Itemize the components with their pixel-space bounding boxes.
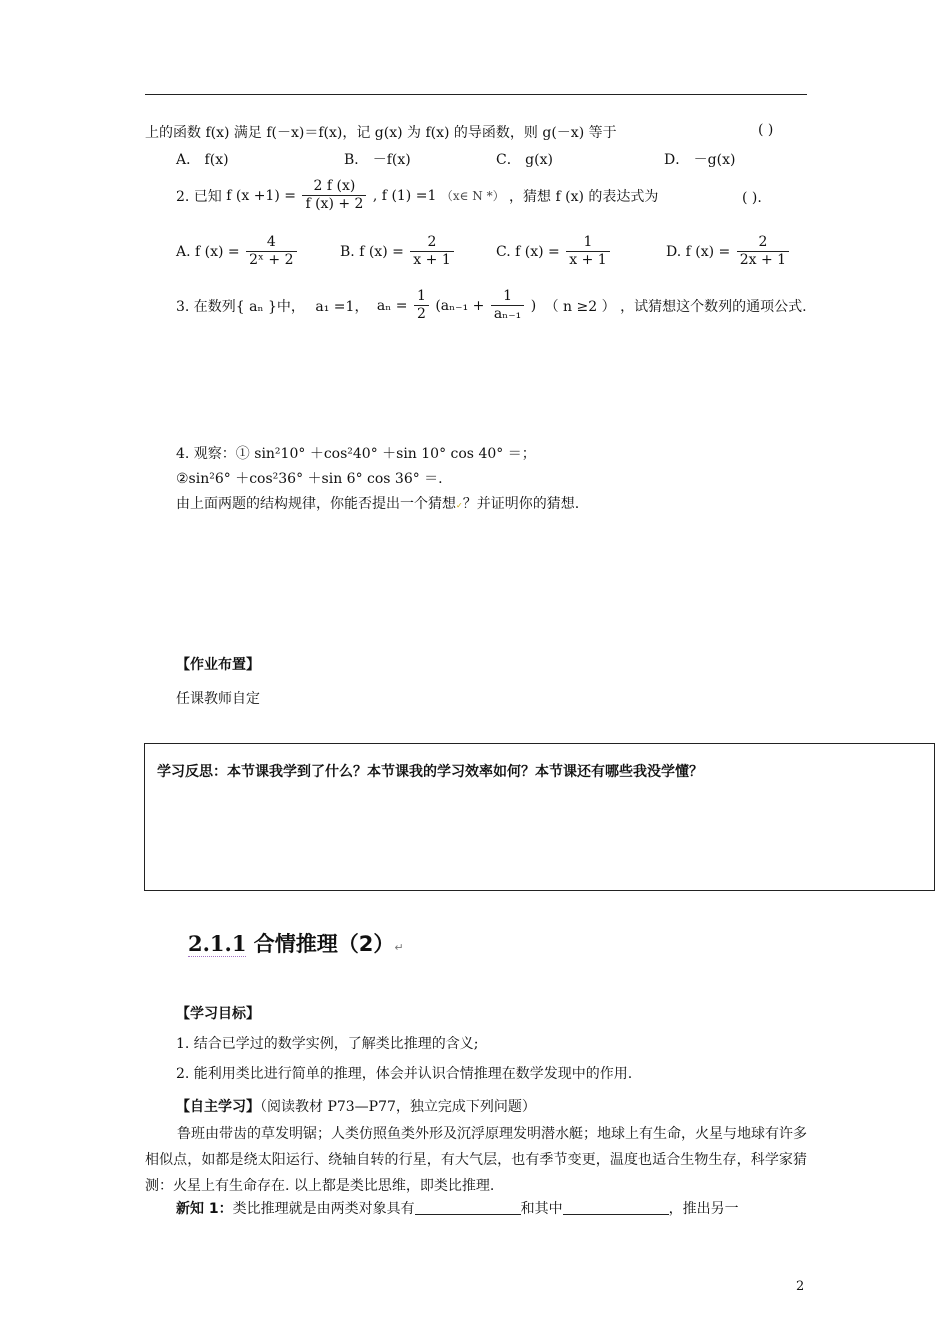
option-den: x + 1 bbox=[569, 252, 607, 268]
problem1-option-d: D． －g(x) bbox=[664, 152, 736, 168]
edit-mark-icon: ✓ bbox=[456, 501, 463, 510]
problem2-option-a bbox=[176, 234, 299, 269]
inner-den: aₙ₋₁ bbox=[493, 306, 522, 322]
problem1-answer-paren: ( ) bbox=[758, 122, 774, 138]
fill-blank-2[interactable] bbox=[563, 1200, 669, 1215]
problem2-option-d bbox=[666, 234, 791, 269]
problem2-ask: ，猜想 f (x) 的表达式为 bbox=[509, 188, 659, 205]
new-knowledge-text-b: 和其中 bbox=[520, 1201, 563, 1217]
problem4-line3 bbox=[176, 493, 579, 513]
option-lhs: f (x) = bbox=[515, 243, 560, 260]
problem2-answer-paren: ( ). bbox=[742, 190, 762, 206]
problem3-ask: ，试猜想这个数列的通项公式. bbox=[620, 298, 807, 315]
option-den: 2x + 1 bbox=[739, 252, 787, 268]
goal-item-2: 2. 能利用类比进行简单的推理，体会并认识合情推理在数学发现中的作用. bbox=[176, 1066, 633, 1082]
problem3-lead: 3. 在数列{ aₙ }中， bbox=[176, 298, 305, 315]
option-num: 1 bbox=[566, 234, 609, 252]
option-fraction bbox=[566, 234, 609, 269]
problem2-option-c bbox=[496, 234, 612, 269]
option-den: 2ˣ + 2 bbox=[249, 252, 294, 268]
reflection-text: 学习反思：本节课我学到了什么？本节课我的学习效率如何？本节课还有哪些我没学懂？ bbox=[157, 764, 703, 780]
self-study-line bbox=[176, 1096, 536, 1116]
problem3-close: ) bbox=[530, 297, 537, 314]
homework-body: 任课教师自定 bbox=[176, 691, 260, 707]
problem2-lhs: f (x +1) = bbox=[226, 187, 296, 204]
option-label: C. bbox=[496, 243, 511, 260]
problem2-stem bbox=[176, 178, 658, 213]
option-lhs: f (x) = bbox=[685, 243, 731, 260]
half-num: 1 bbox=[414, 288, 429, 306]
problem3-mid: (aₙ₋₁ + bbox=[435, 297, 485, 314]
problem4-line1: 4. 观察：① sin²10° ＋cos²40° ＋sin 10° cos 40° ＝； bbox=[176, 446, 536, 462]
problem3-a1: a₁ =1， bbox=[315, 298, 369, 315]
problem3-an: aₙ = bbox=[376, 297, 408, 314]
problem1-option-a: A． f(x) bbox=[176, 152, 229, 168]
problem2-fraction bbox=[302, 178, 366, 213]
fill-blank-1[interactable] bbox=[415, 1200, 521, 1215]
option-fraction bbox=[246, 234, 296, 269]
problem4-line3-a: 由上面两题的结构规律，你能否提出一个猜想 bbox=[176, 496, 456, 512]
self-study-paragraph: 鲁班由带齿的草发明锯；人类仿照鱼类外形及沉浮原理发明潜水艇；地球上有生命，火星与地球有许多相似点，如都是绕太阳运行、绕轴自转的行星，有大气层，也有季节变更，温度也适合生物生存，科学家猜测：火星上有生命存在. 以上都是类比思维，即类比推理. bbox=[145, 1126, 807, 1194]
goals-heading: 【学习目标】 bbox=[176, 1006, 260, 1022]
goal-item-1: 1. 结合已学过的数学实例，了解类比推理的含义; bbox=[176, 1036, 479, 1052]
new-knowledge-text-a: 类比推理就是由两类对象具有 bbox=[232, 1201, 415, 1217]
option-lhs: f (x) = bbox=[195, 243, 240, 260]
problem2-frac-num: 2 f (x) bbox=[302, 178, 366, 196]
option-label: A. bbox=[176, 243, 191, 260]
problem4-line3-b: ？并证明你的猜想. bbox=[462, 496, 580, 512]
homework-heading: 【作业布置】 bbox=[176, 657, 260, 673]
new-knowledge-text-c: ，推出另一 bbox=[668, 1201, 739, 1217]
problem2-domain: （x∈ N *） bbox=[440, 189, 505, 203]
lesson-title bbox=[188, 928, 404, 958]
problem2-condition: , f (1) =1 bbox=[372, 187, 437, 204]
option-num: 2 bbox=[737, 234, 789, 252]
option-label: D. bbox=[666, 243, 682, 260]
new-knowledge-label: 新知 1： bbox=[176, 1201, 233, 1217]
problem3-inner-fraction bbox=[491, 288, 524, 323]
self-study-heading: 【自主学习】 bbox=[176, 1099, 260, 1115]
problem2-lead: 2. 已知 bbox=[176, 188, 222, 205]
self-study-note: （阅读教材 P73—P77，独立完成下列问题） bbox=[260, 1099, 536, 1115]
problem3-stem bbox=[176, 288, 807, 323]
reflection-box bbox=[144, 743, 935, 891]
half-den: 2 bbox=[416, 306, 426, 322]
new-knowledge-1 bbox=[176, 1198, 739, 1218]
option-num: 2 bbox=[410, 234, 453, 252]
problem1-stem: 上的函数 f(x) 满足 f(－x)＝f(x)，记 g(x) 为 f(x) 的导函数，则 g(－x) 等于 bbox=[145, 125, 617, 141]
option-label: B. bbox=[340, 243, 355, 260]
option-num: 4 bbox=[246, 234, 296, 252]
paragraph-mark-icon: ↵ bbox=[394, 941, 404, 954]
problem3-half bbox=[414, 288, 429, 323]
problem4-line2: ②sin²6° ＋cos²36° ＋sin 6° cos 36° ＝. bbox=[176, 471, 443, 487]
lesson-title-text: 合情推理（2） bbox=[246, 932, 395, 956]
problem1-option-c: C． g(x) bbox=[496, 152, 553, 168]
lesson-title-number: 2.1.1 bbox=[188, 931, 247, 956]
inner-num: 1 bbox=[491, 288, 524, 306]
problem2-frac-den: f (x) + 2 bbox=[305, 196, 364, 212]
option-fraction bbox=[410, 234, 453, 269]
header-rule bbox=[145, 94, 807, 95]
problem3-condition: （ n ≥2 ） bbox=[544, 298, 616, 315]
option-lhs: f (x) = bbox=[359, 243, 404, 260]
problem2-option-b bbox=[340, 234, 456, 269]
page-number: 2 bbox=[796, 1279, 805, 1294]
problem1-option-b: B． －f(x) bbox=[344, 152, 411, 168]
option-fraction bbox=[737, 234, 789, 269]
option-den: x + 1 bbox=[413, 252, 451, 268]
